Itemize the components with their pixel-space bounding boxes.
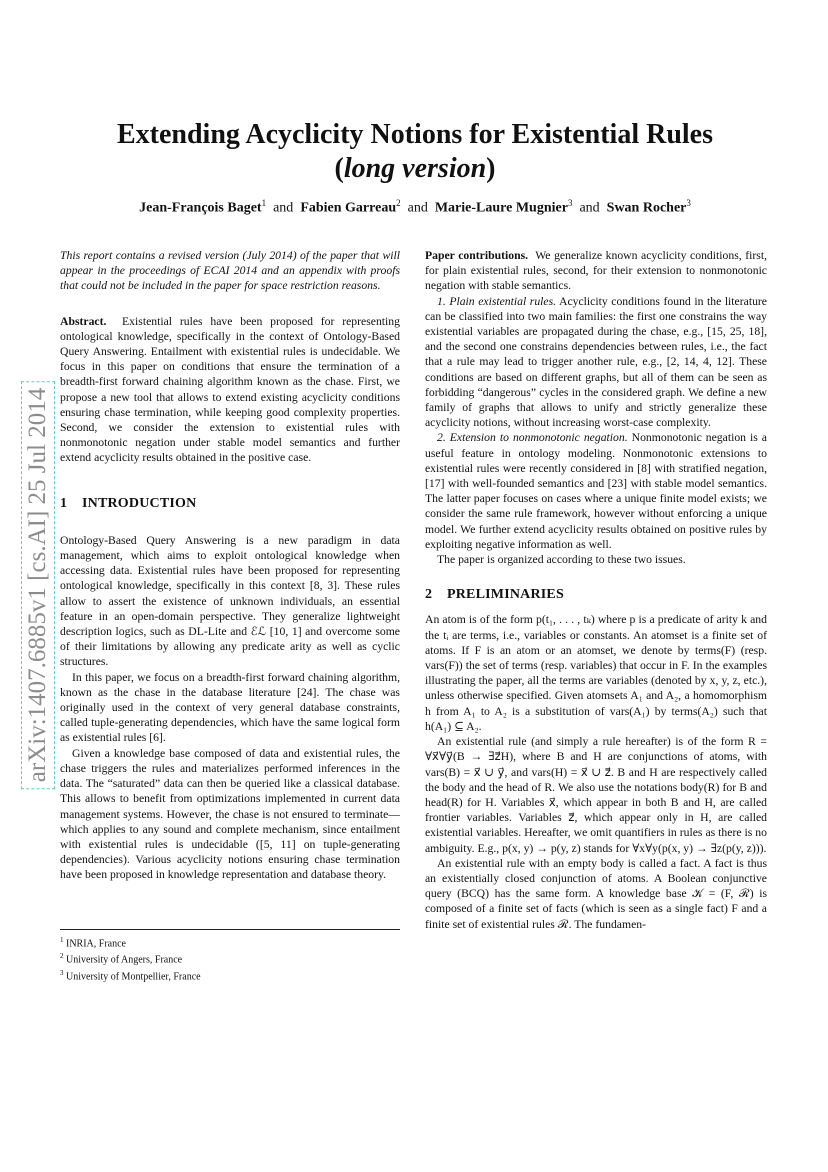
author-affil: 3	[686, 198, 691, 208]
contributions-paragraph	[425, 248, 767, 294]
footnote	[60, 967, 400, 983]
prelim-paragraph-2: An existential rule (and simply a rule hereafter) is of the form R = ∀x⃗∀y⃗(B → ∃z⃗H), where B and H are conjunctions of atoms, with vars(B) = x⃗ ∪ y⃗, and vars(H) = x⃗ ∪ z⃗. B and H are respectively called the body and the head of R. We also use the notations body(R) for B and head(R) for H. Variables x⃗, which appear in both B and H, are called frontier variables. Variables z⃗, which appear only in H, are called existential variables. Hereafter, we omit quantifiers in rules as there is no ambiguity. E.g., p(x, y) → p(y, z) stands for ∀x∀y(p(x, y) → ∃z(p(y, z))).	[425, 735, 767, 855]
section-number: 1	[60, 495, 68, 511]
contribution-1	[425, 294, 767, 431]
left-column	[60, 248, 400, 883]
contributions-text: We generalize known acyclicity conditions, first, for plain existential rules, second, for their extension to nonmonotonic negation with stable semantics.	[425, 249, 767, 293]
footnote	[60, 950, 400, 966]
and-word: and	[579, 200, 600, 216]
intro-paragraph-1: Ontology-Based Query Answering is a new paradigm in data management, which aims to exploit ontological knowledge when accessing data. Existential rules have been proposed for representing ontological knowledge, specifically in this context [8, 3]. These rules allow to assert the existence of unknown individuals, an essential feature in an open-domain perspective. They generalize lightweight description logics, such as DL-Lite and ℰℒ [10, 1] and overcome some of their limitations by allowing any predicate arity as well as cyclic structures.	[60, 533, 400, 669]
title-line-1: Extending Acyclicity Notions for Existential Rules	[116, 119, 714, 150]
prelim-paragraph-1: An atom is of the form p(t₁, . . . , tₖ) where p is a predicate of arity k and the tᵢ are terms, i.e., variables or constants. An atomset is a finite set of atoms. If F is an atom or an atomset, we denote by terms(F) (resp. vars(F)) the set of terms (resp. variables) that occur in F. In the examples illustrating the paper, all the terms are variables (denoted by x, y, z, etc.), unless otherwise specified. Given atomsets A₁ and A₂, a homomorphism h from A₁ to A₂ is a substitution of vars(A₁) by terms(A₂) such that h(A₁) ⊆ A₂.	[425, 613, 767, 733]
abstract	[60, 314, 400, 466]
intro-paragraph-2: In this paper, we focus on a breadth-first forward chaining algorithm, known as the chase in the database literature [24]. The chase was originally used in the context of very general database constraints, called tuple-generating dependencies, which have the same logical form as existential rules [6].	[60, 670, 400, 745]
footnote-text: INRIA, France	[66, 938, 126, 950]
paper-title	[60, 118, 770, 186]
contribution-1-label: 1. Plain existential rules.	[437, 294, 557, 308]
author-affil: 3	[567, 198, 573, 208]
contribution-1-text: Acyclicity conditions found in the literature can be classified into two main families: the first one constrains the way existential variables are propagated during the chase, e.g., [15, 25, 18], and the second one constrains dependencies between rules, i.e., the fact that a rule may lead to trigger another rule, e.g., [2, 14, 4, 12]. These conditions are based on different graphs, but all of them can be seen as forbidding “dangerous” cycles in the considered graph. We define a new family of graphs that allows to unify and strictly generalize these acyclicity notions, without increasing worst-case complexity.	[425, 294, 767, 430]
arxiv-stamp	[18, 340, 58, 830]
section-heading-introduction	[60, 496, 400, 511]
author-affil: 1	[261, 198, 267, 208]
author-name: Marie-Laure Mugnier	[434, 200, 568, 216]
prelim-paragraph-3: An existential rule with an empty body is called a fact. A fact is thus an existentially closed conjunction of atoms. A Boolean conjunctive query (BCQ) has the same form. A knowledge base 𝒦 = (F, ℛ) is composed of a finite set of facts (which is seen as a single fact) F and a finite set of existential rules ℛ. The fundamen-	[425, 856, 767, 931]
section-heading-preliminaries	[425, 587, 767, 602]
footnote-rule	[60, 929, 400, 930]
and-word: and	[407, 200, 428, 216]
contributions-label: Paper contributions.	[425, 249, 529, 262]
footnote-text: University of Montpellier, France	[66, 970, 201, 982]
footnote-mark: 3	[60, 968, 64, 977]
right-column	[425, 248, 767, 932]
section-number: 2	[425, 587, 433, 603]
author-list	[60, 198, 770, 217]
footnote-mark: 2	[60, 952, 64, 961]
author-name: Fabien Garreau	[300, 200, 397, 216]
contribution-3: The paper is organized according to these two issues.	[437, 553, 686, 567]
arxiv-stamp-text: arXiv:1407.6885v1 [cs.AI] 25 Jul 2014	[21, 381, 55, 789]
report-note: This report contains a revised version (July 2014) of the paper that will appear in the proceedings of ECAI 2014 and an appendix with proofs that could not be included in the paper for space restriction reasons.	[60, 249, 400, 293]
contribution-2	[425, 430, 767, 552]
contribution-2-text: Nonmonotonic negation is a useful feature in ontology modeling. Nonmonotonic extensions to existential rules were recently considered in [8] with stratified negation, [17] with well-founded semantics and [23] with stable model semantics. The latter paper focuses on cases where a unique finite model exists; we consider the same rule framework, however without enforcing a unique model. We further extend acyclicity results obtained on positive rules by exploiting negative information as well.	[425, 431, 767, 551]
author-name: Jean-François Baget	[139, 200, 262, 216]
footnote-mark: 1	[60, 936, 64, 944]
title-line-2: (long version)	[334, 153, 496, 184]
section-title: INTRODUCTION	[82, 495, 197, 511]
footnotes	[60, 934, 400, 983]
title-line-2-text: long version	[343, 153, 487, 184]
intro-paragraph-3: Given a knowledge base composed of data and existential rules, the chase triggers the rules and materializes performed inferences in the data. The “saturated” data can then be queried like a classical database. This allows to benefit from optimizations implemented in current data management systems. However, the chase is not ensured to terminate— which applies to any sound and complete mechanism, since entailment with existential rules is undecidable ([5, 11] on tuple-generating dependencies). Various acyclicity notions ensuring chase termination have been proposed in knowledge representation and database theory.	[60, 746, 400, 882]
contribution-2-label: 2. Extension to nonmonotonic negation.	[437, 431, 628, 445]
author-affil: 2	[396, 198, 401, 208]
footnote	[60, 934, 400, 950]
abstract-text: Existential rules have been proposed for representing ontological knowledge, specifically in the context of Ontology-Based Query Answering. Entailment with existential rules is undecidable. We focus in this paper on conditions that ensure the termination of a breadth-first forward chaining algorithm known as the chase. First, we propose a new tool that allows to extend existing acyclicity conditions ensuring chase termination, while keeping good complexity properties. Second, we consider the extension to existential rules with nonmonotonic negation under stable model semantics and further extend acyclicity results obtained in the positive case.	[60, 314, 400, 465]
and-word: and	[273, 200, 294, 216]
author-name: Swan Rocher	[606, 200, 687, 216]
section-title: PRELIMINARIES	[447, 587, 564, 603]
footnote-text: University of Angers, France	[66, 954, 183, 966]
abstract-label: Abstract.	[60, 314, 107, 328]
